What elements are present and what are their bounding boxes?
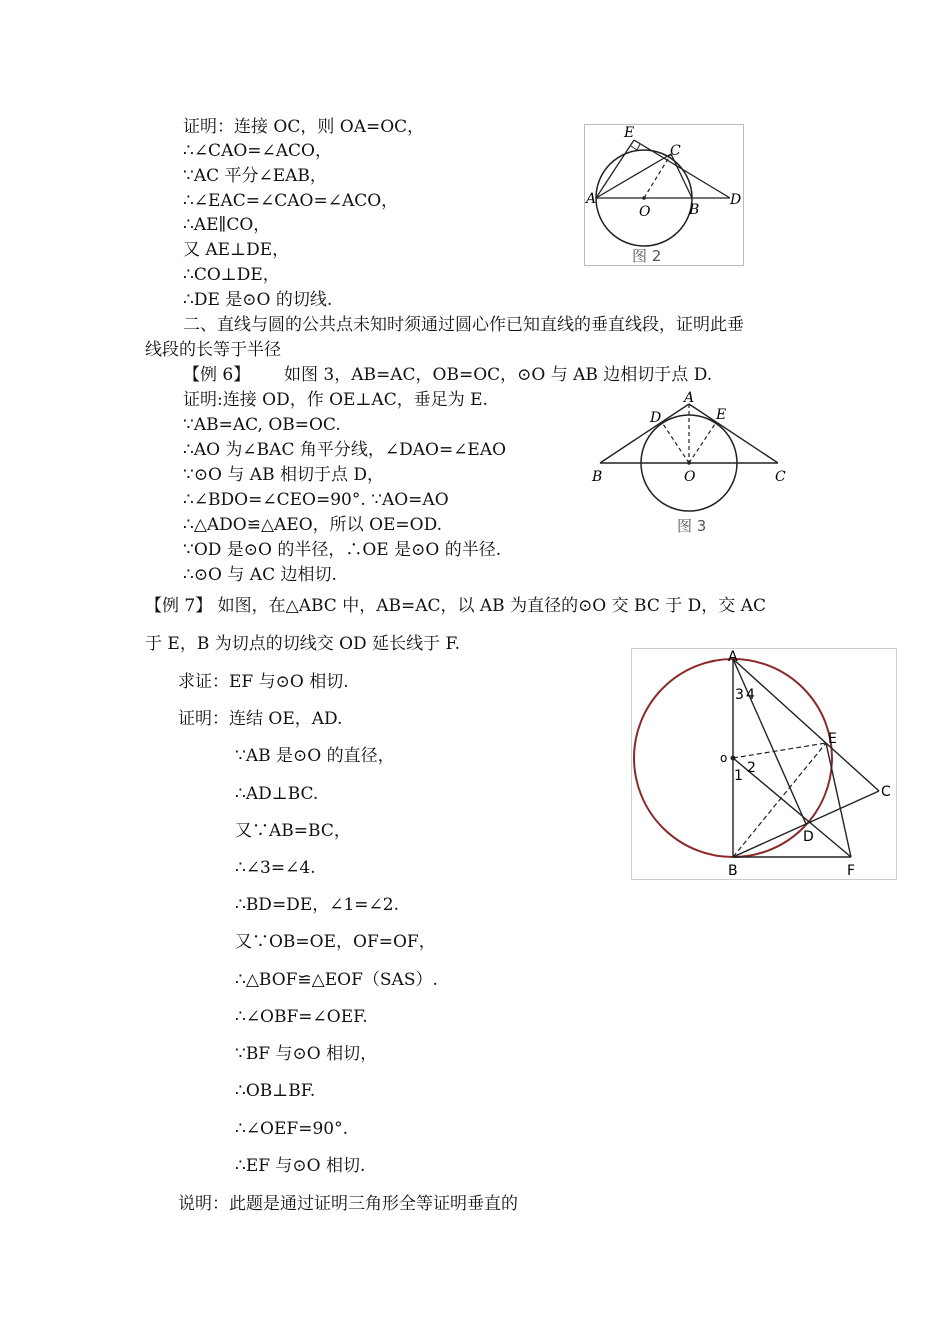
fig7-angle-2: 2	[747, 760, 756, 776]
proof-step: ∴BD=DE，∠1=∠2.	[235, 895, 399, 915]
fig3-label-c: C	[775, 469, 786, 485]
fig2-label-a: A	[586, 191, 597, 207]
proof-line: ∴△ADO≌△AEO，所以 OE=OD.	[183, 515, 443, 535]
proof-line: ∵AC 平分∠EAB，	[183, 166, 327, 186]
proof-line: 证明:连接 OD，作 OE⊥AC，垂足为 E.	[183, 390, 488, 410]
fig2-label-e: E	[624, 125, 635, 141]
proof-line: ∴∠CAO=∠ACO，	[183, 141, 332, 161]
proof-step: ∴∠OEF=90°.	[235, 1119, 348, 1139]
fig7-angle-4: 4	[746, 687, 755, 703]
proof-line: ∵OD 是⊙O 的半径，∴OE 是⊙O 的半径.	[183, 540, 502, 560]
fig7-label-b: B	[728, 863, 738, 879]
proof-step: ∵AB 是⊙O 的直径，	[235, 746, 395, 766]
fig7-angle-1: 1	[734, 768, 743, 784]
fig2-label-c: C	[670, 143, 681, 159]
section-heading-cont: 线段的长等于半径	[145, 340, 281, 360]
proof-step: ∴∠3=∠4.	[235, 858, 316, 878]
fig3-caption: 图 3	[677, 517, 707, 535]
figure-2	[584, 124, 744, 266]
fig7-label-a: A	[728, 649, 738, 665]
fig2-label-o: O	[639, 204, 651, 220]
proof-line: ∴∠EAC=∠CAO=∠ACO，	[183, 191, 399, 211]
example7-prove: 求证：EF 与⊙O 相切.	[178, 672, 349, 692]
proof-line: ∴∠BDO=∠CEO=90°. ∵AO=AO	[183, 490, 449, 510]
proof-step: ∴EF 与⊙O 相切.	[235, 1156, 366, 1176]
example7-line: 于 E，B 为切点的切线交 OD 延长线于 F.	[145, 634, 461, 654]
proof-line: ∴⊙O 与 AC 边相切.	[183, 565, 337, 585]
fig2-caption: 图 2	[632, 247, 662, 265]
example7-line: 【例 7】 如图，在△ABC 中，AB=AC，以 AB 为直径的⊙O 交 BC 于 D，交 AC	[145, 596, 766, 616]
fig7-angle-3: 3	[735, 687, 744, 703]
fig3-label-e: E	[716, 407, 727, 423]
proof-line: 又 AE⊥DE，	[183, 240, 290, 260]
proof-step: ∴AD⊥BC.	[235, 784, 319, 804]
proof-step: 又∵AB=BC，	[235, 821, 351, 841]
fig3-label-a: A	[684, 390, 695, 406]
section-heading: 二、直线与圆的公共点未知时须通过圆心作已知直线的垂直线段，证明此垂	[183, 315, 744, 335]
proof-step: ∴△BOF≌△EOF（SAS）.	[235, 970, 438, 990]
proof-step: 又∵OB=OE，OF=OF，	[235, 932, 436, 952]
proof-step: ∵BF 与⊙O 相切，	[235, 1044, 378, 1064]
fig7-label-o: o	[720, 751, 728, 765]
proof-line: ∴AO 为∠BAC 角平分线，∠DAO=∠EAO	[183, 440, 507, 460]
example7-proof-head: 证明：连结 OE，AD.	[178, 709, 343, 729]
example6-title: 【例 6】	[183, 365, 251, 385]
figure-7	[631, 648, 897, 880]
fig3-label-o: O	[684, 469, 696, 485]
example6-statement: 如图 3，AB=AC，OB=OC，⊙O 与 AB 边相切于点 D.	[284, 365, 713, 385]
fig3-label-d: D	[650, 410, 662, 426]
fig7-label-d: D	[803, 829, 814, 845]
proof-line: ∴DE 是⊙O 的切线.	[183, 290, 333, 310]
fig2-label-b: B	[689, 202, 700, 218]
figure-3	[588, 388, 788, 538]
example7-note: 说明：此题是通过证明三角形全等证明垂直的	[178, 1194, 518, 1214]
proof-line: ∴AE∥CO，	[183, 215, 271, 235]
fig2-label-d: D	[730, 192, 742, 208]
proof-line: ∵⊙O 与 AB 相切于点 D，	[183, 465, 385, 485]
proof-line: 证明：连接 OC，则 OA=OC，	[183, 117, 425, 137]
fig7-label-c: C	[881, 784, 891, 800]
proof-step: ∴OB⊥BF.	[235, 1081, 316, 1101]
fig7-label-f: F	[847, 863, 856, 879]
proof-line: ∴CO⊥DE，	[183, 265, 280, 285]
fig3-label-b: B	[592, 469, 603, 485]
proof-step: ∴∠OBF=∠OEF.	[235, 1007, 368, 1027]
fig7-label-e: E	[828, 731, 837, 747]
proof-line: ∵AB=AC, OB=OC.	[183, 415, 341, 435]
